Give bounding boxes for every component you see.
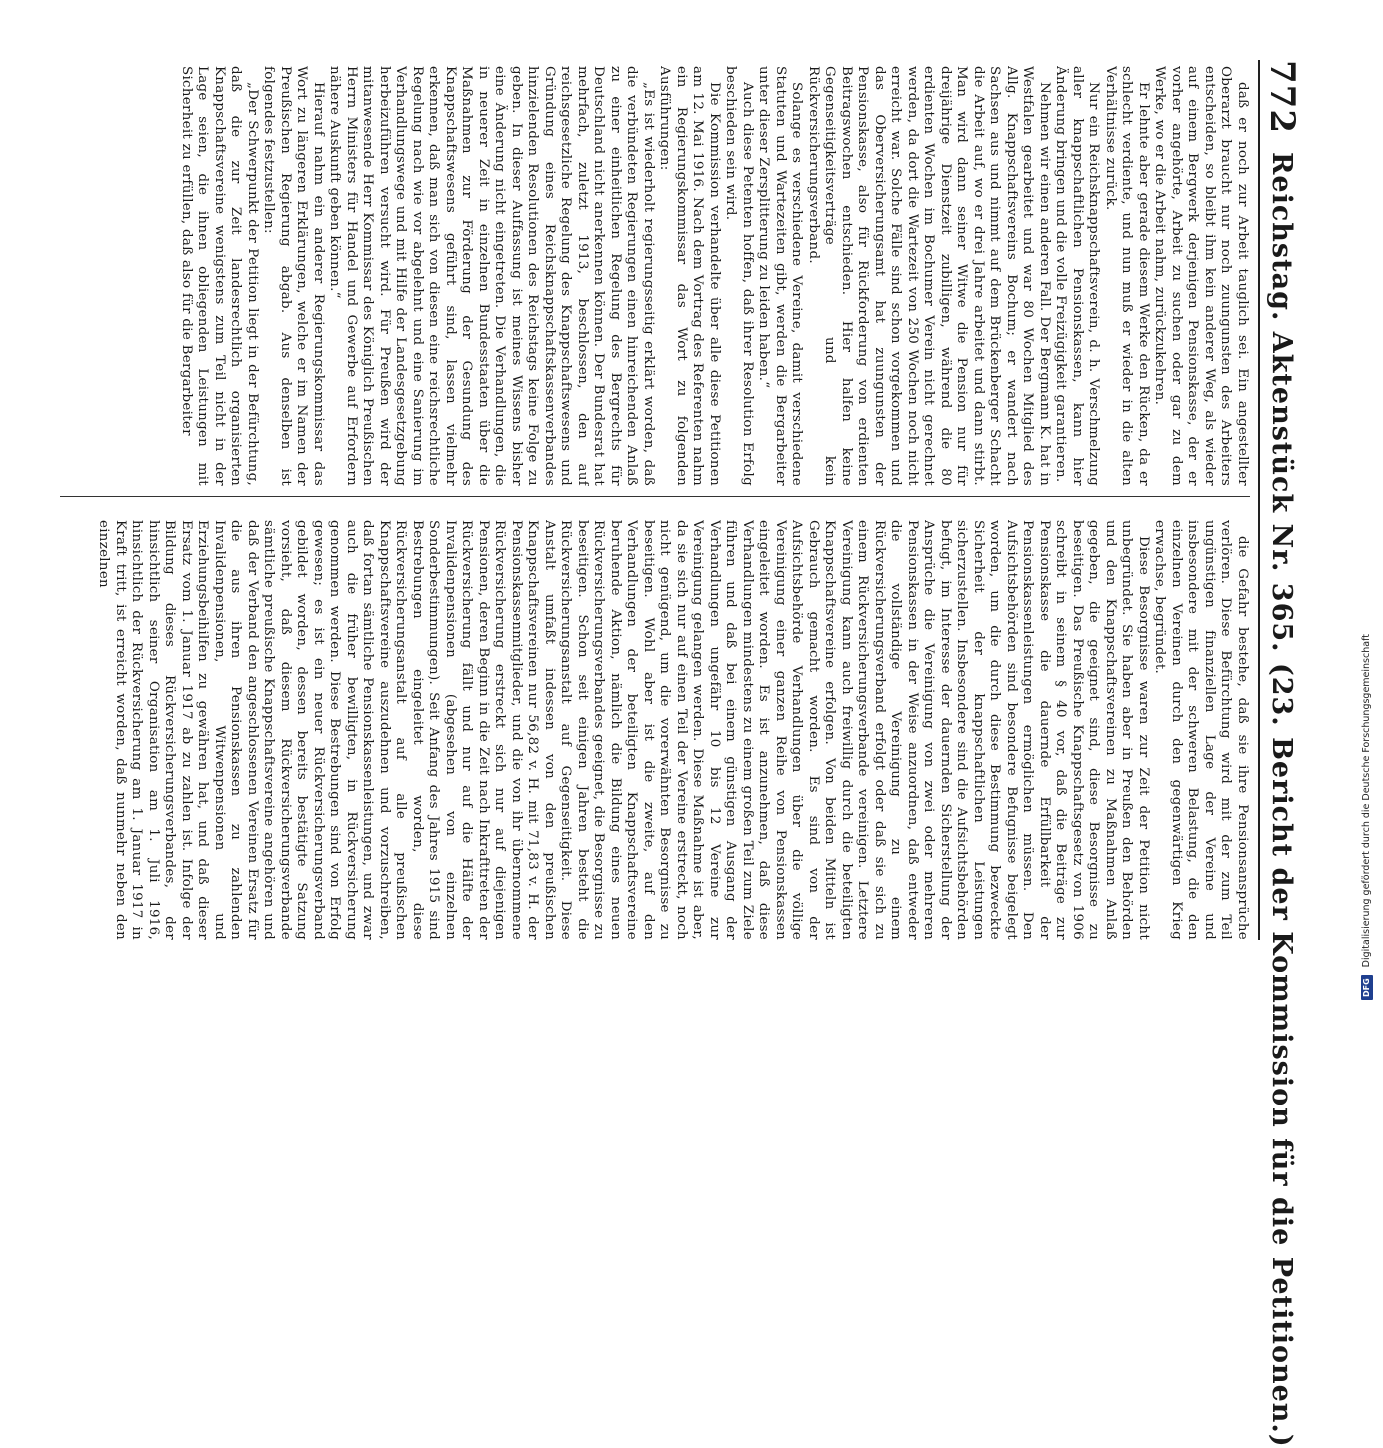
dfg-logo: DFG [1361,975,1373,1000]
column-divider [60,496,1250,497]
paragraph: Nur ein Reichsknappschaftsverein, d. h. Verschmelzung aller knappschaftlichen Pensionskassen, kann hier Änderung bringen und die volle Freizügigkeit garantieren. [1053,66,1102,486]
credit-text: Digitalisierung gefördert durch die Deutsche Forschungsgemeinschaft [1361,634,1372,968]
paragraph: Solange es verschiedene Vereine, damit verschiedene Statuten und Wartezeiten gibt, werden die Bergarbeiter unter dieser Zersplitterung zu leiden haben.“ [756,66,805,486]
paragraph: Hierauf nahm ein anderer Regierungskommissar das Wort zu längeren Erklärungen, welche er im Namen der Preußischen Regierung abgab. Aus denselben ist folgendes festzustellen: [261,66,326,486]
page-number: 772 [1262,60,1302,134]
paragraph: „Der Schwerpunkt der Petition liegt in der Befürchtung, daß die zur Zeit landesrechtlich organisierten Knappschaftsvereine wenigstens zum Teil nicht in der Lage seien, die ihnen obliegenden Leistungen mit Sicherheit zu erfüllen, daß also für die Bergarbeiter [179,66,260,486]
paragraph: Die Kommission verhandelte über alle diese Petitionen am 12. Mai 1916. Nach dem Vortrag des Referenten nahm ein Regierungskommissar das Wort zu folgenden Ausführungen: [657,66,722,486]
paragraph: Nehmen wir einen anderen Fall. Der Bergmann K. hat in Westfalen gearbeitet und war 80 Wochen Mitglied des Allg. Knappschaftsvereins Bochum; er wandert nach Sachsen aus und nimmt auf dem Brückenberger Schacht die Arbeit auf, wo er drei Jahre arbeitet und dann stirbt. Man wird dann seiner Witwe die Pension nur für dreijährige Dienstzeit zubilligen, während die 80 erdienten Wochen im Bochumer Verein nicht gerechnet werden, da dort die Wartezeit von 250 Wochen noch nicht erreicht war. Solche Fälle sind schon vorgekommen und das Oberversicherungsamt hat zuungunsten der Pensionskasse, also für Rückforderung von erdienten Beitragswochen entschieden. Hier halfen keine Gegenseitigkeitsverträge und kein Rückversicherungsverband. [806,66,1052,486]
paragraph: daß er noch zur Arbeit tauglich sei. Ein angestellter Oberarzt braucht nur noch zuungunsten des Arbeiters entscheiden, so bleibt ihm kein anderer Weg, als wieder auf einem Bergwerk derjenigen Pensionskasse, der er vorher angehörte, Arbeit zu suchen oder gar zu dem Werke, wo er die Arbeit nahm, zurückzukehren. [1152,66,1250,486]
digitization-credit [1360,0,1374,1000]
page-header [1258,60,1304,1448]
paragraph: Er lehnte aber gerade diesem Werke den Rücken, da er schlecht verdiente, und nun muß er wieder in die alten Verhältnisse zurück. [1103,66,1151,486]
left-column [60,66,1250,486]
paragraph: „Es ist wiederholt regierungsseitig erklärt worden, daß die verbündeten Regierungen einen hinreichenden Anlaß zu einer einheitlichen Regelung des Bergrechts für Deutschland nicht anerkennen können. Der Bundesrat hat mehrfach, zuletzt 1913, beschlossen, den auf reichsgesetzliche Regelung des Knappschaftswesens und Gründung eines Reichsknappschaftskassenverbandes hinzielenden Resolutionen des Reichstags keine Folge zu geben. In dieser Auffassung ist meines Wissens bisher eine Änderung nicht eingetreten. Die Verhandlungen, die in neuerer Zeit in einzelnen Bundesstaaten über die Maßnahmen zur Förderung der Gesundung des Knappschaftswesens geführt sind, lassen vielmehr erkennen, daß man sich von diesen eine reichsrechtliche Regelung nach wie vor abgelehnt und eine Sanierung im Verhandlungswege und mit Hilfe der Landesgesetzgebung herbeizuführen versucht wird. Für Preußen wird der mitanwesende Herr Kommissar des Königlich Preußischen Herrn Ministers für Handel und Gewerbe auf Erfordern nähere Auskunft geben können.“ [327,66,656,486]
right-column [60,520,1250,940]
paragraph: Auch diese Petenten hoffen, daß ihrer Resolution Erfolg beschieden sein wird. [723,66,755,486]
paragraph: Diese Besorgnisse waren zur Zeit der Petition nicht unbegründet. Sie haben aber in Preußen den Behörden und den Knappschaftsvereinen zu Maßnahmen Anlaß gegeben, die geeignet sind, diese Besorgnisse zu beseitigen. Das Preußische Knappschaftsgesetz von 1906 schreibt in seinem § 40 vor, daß die Beiträge zur Pensionskasse die dauernde Erfüllbarkeit der Pensionskassenleistungen ermöglichen müssen. Den Aufsichtsbehörden sind besondere Befugnisse beigelegt worden, um die durch diese Bestimmung bezweckte Sicherheit der knappschaftlichen Leistungen sicherzustellen. Insbesondere sind die Aufsichtsbehörden befugt, im Interesse der dauernden Sicherstellung der Ansprüche die Vereinigung von zwei oder mehreren Pensionskassen in der Weise anzuordnen, daß entweder die vollständige Vereinigung zu einem Rückversicherungsverband erfolgt oder daß sie sich zu einem Rückversicherungsverbande vereinigen. Letztere Vereinigung kann auch freiwillig durch die beteiligten Knappschaftsvereine erfolgen. Von beiden Mitteln ist Gebrauch gemacht worden. Es sind von der Aufsichtsbehörde Verhandlungen über die völlige Vereinigung einer ganzen Reihe von Pensionskassen eingeleitet worden. Es ist anzunehmen, daß diese Verhandlungen mindestens zu einem großen Teil zum Ziele führen und daß bei einem günstigen Ausgang der Verhandlungen ungefähr 10 bis 12 Vereine zur Vereinigung gelangen werden. Diese Maßnahme ist aber, da sie sich nur auf einen Teil der Vereine erstreckt, noch nicht genügend, um die vorerwähnten Besorgnisse zu beseitigen. Wohl aber ist die zweite, auf den Verhandlungen der beteiligten Knappschaftsvereine beruhende Aktion, nämlich die Bildung eines neuen Rückversicherungsverbandes geeignet, die Besorgnisse zu beseitigen. Schon seit einigen Jahren besteht die Rückversicherungsanstalt auf Gegenseitigkeit. Diese Anstalt umfaßt indessen von den preußischen Knappschaftsvereinen nur 56,82 v. H. mit 71,83 v. H. der Pensionskassenmitglieder, und die von ihr übernommene Rückversicherung erstreckt sich nur auf diejenigen Pensionen, deren Beginn in die Zeit nach Inkrafttreten der Rückversicherung fällt und nur auf die Hälfte der Invalidenpensionen (abgesehen von einzelnen Sonderbestimmungen). Seit Anfang des Jahres 1915 sind Bestrebungen eingeleitet worden, diese Rückversicherungsanstalt auf alle preußischen Knappschaftsvereine auszudehnen und vorzuschreiben, daß fortan sämtliche Pensionskassenleistungen, und zwar auch die früher bewilligten, in Rückversicherung genommen werden. Diese Bestrebungen sind von Erfolg gewesen; es ist ein neuer Rückversicherungsverband gebildet worden, dessen bereits bestätigte Satzung vorsieht, daß diesem Rückversicherungsverbande sämtliche preußische Knappschaftsvereine angehören und daß der Verband den angeschlossenen Vereinen Ersatz für die aus ihren Pensionskassen zu zahlenden Invalidenpensionen, Witwenpensionen und Erziehungsbeihilfen zu gewähren hat, und daß dieser Ersatz vom 1. Januar 1917 ab zu zahlen ist. Infolge der Bildung dieses Rückversicherungsverbandes, der hinsichtlich seiner Organisation am 1. Juli 1916, hinsichtlich der Rückversicherung am 1. Januar 1917 in Kraft tritt, ist erreicht worden, daß nunmehr neben den einzelnen [96,520,1151,940]
paragraph: die Gefahr bestehe, daß sie ihre Pensionsansprüche verlören. Diese Befürchtung wird mit der zum Teil ungünstigen finanziellen Lage der Vereine und insbesondere mit der schweren Belastung, die den einzelnen Vereinen durch den gegenwärtigen Krieg erwachse, begründet. [1152,520,1250,940]
running-title: Reichstag. Aktenstück Nr. 365. (23. Bericht der Kommission für die Petitionen.) [1266,151,1298,1448]
